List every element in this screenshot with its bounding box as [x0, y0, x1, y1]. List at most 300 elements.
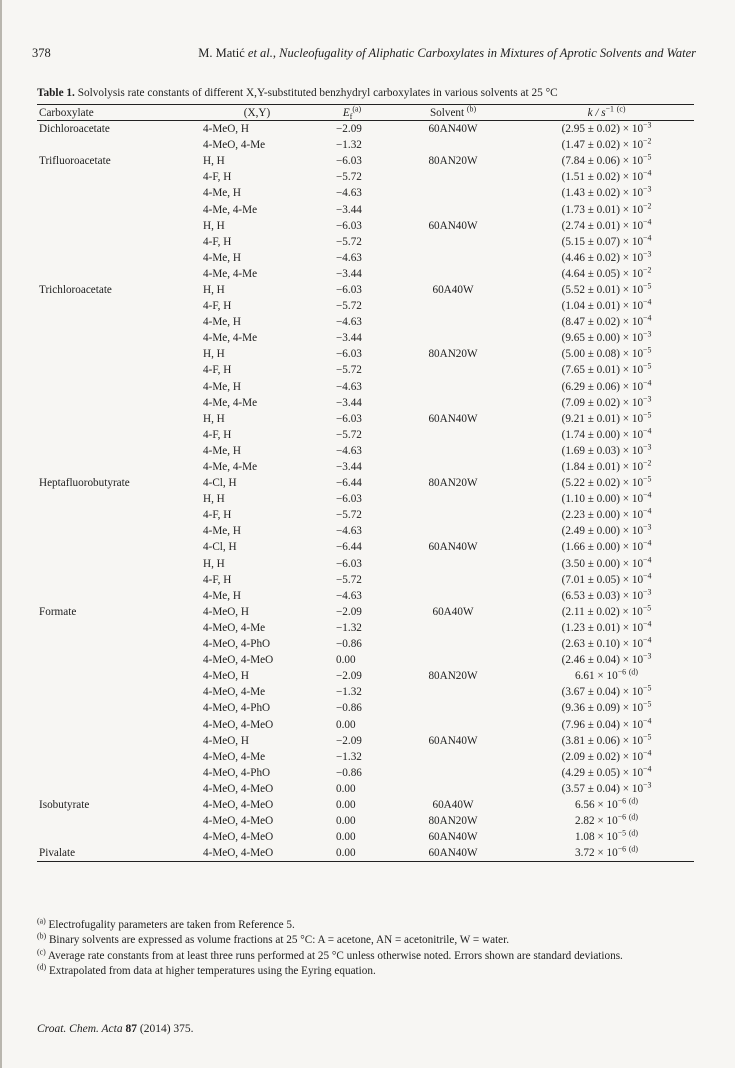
rate-exponent: −5 — [643, 361, 652, 371]
cell-carboxylate: Dichloroacetate — [39, 123, 110, 136]
cell-carboxylate: Trichloroacetate — [39, 283, 112, 296]
cell-solvent: 60AN40W — [428, 734, 478, 747]
cell-rate-constant — [519, 169, 694, 185]
rate-exponent: −2 — [643, 458, 652, 468]
cell-electrofugality: −1.32 — [336, 686, 362, 699]
footnote-mark: (c) — [37, 947, 46, 957]
cell-rate-constant — [519, 411, 694, 427]
rate-exponent: −5 — [643, 345, 652, 355]
table-row — [37, 668, 694, 684]
cell-substituents: 4-F, H — [203, 171, 232, 184]
cell-carboxylate — [37, 459, 197, 475]
cell-electrofugality: −6.03 — [336, 557, 362, 570]
cell-substituents: 4-Me, H — [203, 380, 241, 393]
cell-electrofugality: −4.63 — [336, 444, 362, 457]
cell-solvent — [387, 169, 519, 185]
cell-electrofugality: −3.44 — [336, 396, 362, 409]
rate-mantissa: (1.43 ± 0.02) × 10 — [561, 187, 644, 200]
cell-solvent — [387, 765, 519, 781]
footnote-text: Electrofugality parameters are taken from Reference 5. — [48, 919, 295, 931]
cell-substituents: 4-MeO, 4-Me — [203, 686, 266, 699]
rate-exponent: −3 — [643, 587, 652, 597]
rate-mantissa: (9.36 ± 0.09) × 10 — [561, 702, 644, 715]
cell-solvent — [387, 266, 519, 282]
cell-solvent: 60AN40W — [428, 123, 478, 136]
cell-rate-constant — [519, 668, 694, 684]
cell-electrofugality: −3.44 — [336, 461, 362, 474]
cell-electrofugality: −6.03 — [336, 219, 362, 232]
cell-electrofugality: 0.00 — [336, 798, 356, 811]
rate-exponent: −4 — [643, 313, 652, 323]
cell-solvent — [387, 684, 519, 700]
table-row — [37, 475, 694, 491]
rate-exponent: −3 — [643, 522, 652, 532]
table-row — [37, 282, 694, 298]
header-article-title: Nucleofugality of Aliphatic Carboxylates in Mixtures of Aprotic Solvents and Water — [279, 46, 696, 60]
cell-carboxylate — [37, 379, 197, 395]
table-row — [37, 652, 694, 668]
cell-solvent: 60A40W — [432, 283, 474, 296]
cell-rate-constant — [519, 491, 694, 507]
table-row — [37, 797, 694, 813]
header-k-note: (c) — [616, 103, 626, 113]
table-row — [37, 684, 694, 700]
cell-carboxylate: Isobutyrate — [39, 798, 90, 811]
table-row — [37, 604, 694, 620]
cell-electrofugality: −4.63 — [336, 589, 362, 602]
header-ef-symbol: E — [342, 106, 350, 119]
cell-rate-constant — [519, 250, 694, 266]
cell-solvent — [387, 636, 519, 652]
cell-carboxylate — [37, 700, 197, 716]
rate-mantissa: (2.23 ± 0.00) × 10 — [561, 509, 644, 522]
cell-substituents: 4-Cl, H — [203, 541, 237, 554]
rate-mantissa: (3.50 ± 0.00) × 10 — [561, 557, 644, 570]
rate-exponent: −4 — [643, 538, 652, 548]
cell-electrofugality: −2.09 — [336, 123, 362, 136]
rate-exponent: −5 — [643, 474, 652, 484]
cell-substituents: 4-F, H — [203, 364, 232, 377]
table-caption-label: Table 1. — [37, 87, 75, 99]
cell-solvent — [387, 556, 519, 572]
footnote-mark: (d) — [37, 962, 47, 972]
cell-rate-constant — [519, 620, 694, 636]
cell-carboxylate: Heptafluorobutyrate — [39, 477, 130, 490]
cell-carboxylate — [37, 507, 197, 523]
rate-exponent: −6 — [617, 844, 627, 854]
rate-exponent: −3 — [643, 249, 652, 259]
rate-exponent: −4 — [643, 619, 652, 629]
cell-carboxylate — [37, 733, 197, 749]
header-solvent-note: (b) — [466, 103, 477, 113]
cell-rate-constant — [519, 716, 694, 732]
rate-mantissa: (5.15 ± 0.07) × 10 — [561, 235, 644, 248]
cell-carboxylate — [37, 636, 197, 652]
table-row — [37, 330, 694, 346]
cell-substituents: 4-F, H — [203, 428, 232, 441]
cell-solvent — [387, 201, 519, 217]
rate-mantissa: (1.74 ± 0.00) × 10 — [561, 428, 644, 441]
cell-electrofugality: −4.63 — [336, 316, 362, 329]
cell-carboxylate — [37, 684, 197, 700]
table-row — [37, 507, 694, 523]
rate-mantissa: (2.63 ± 0.10) × 10 — [561, 638, 644, 651]
cell-carboxylate — [37, 620, 197, 636]
cell-substituents: 4-F, H — [203, 300, 232, 313]
footnote — [37, 918, 697, 933]
cell-carboxylate — [37, 556, 197, 572]
table-row — [37, 813, 694, 829]
rate-exponent: −4 — [643, 635, 652, 645]
cell-solvent — [387, 781, 519, 797]
cell-rate-constant — [519, 700, 694, 716]
cell-solvent: 80AN20W — [428, 477, 478, 490]
cell-carboxylate — [37, 346, 197, 362]
rate-mantissa: (2.95 ± 0.02) × 10 — [561, 123, 644, 136]
table-row — [37, 523, 694, 539]
cell-rate-constant — [519, 443, 694, 459]
table-row — [37, 749, 694, 765]
cell-rate-constant — [519, 813, 694, 829]
footnote-mark: (a) — [37, 916, 46, 926]
cell-rate-constant — [519, 556, 694, 572]
rate-mantissa: 6.56 × 10 — [575, 798, 618, 811]
cell-solvent: 80AN20W — [428, 815, 478, 828]
cell-rate-constant — [519, 523, 694, 539]
rate-exponent: −4 — [643, 426, 652, 436]
table-row — [37, 539, 694, 555]
rate-note: (d) — [628, 796, 638, 806]
cell-carboxylate — [37, 218, 197, 234]
cell-electrofugality: 0.00 — [336, 654, 356, 667]
cell-substituents: 4-MeO, H — [203, 734, 249, 747]
cell-carboxylate: Pivalate — [37, 845, 197, 862]
cell-solvent — [387, 459, 519, 475]
rate-mantissa: (1.47 ± 0.02) × 10 — [561, 139, 644, 152]
table-row — [37, 201, 694, 217]
rate-mantissa: (1.73 ± 0.01) × 10 — [561, 203, 644, 216]
cell-rate-constant — [519, 539, 694, 555]
table-row — [37, 121, 694, 138]
table-row — [37, 443, 694, 459]
rate-exponent: −2 — [643, 265, 652, 275]
table-row — [37, 781, 694, 797]
cell-carboxylate — [37, 185, 197, 201]
rate-exponent: −3 — [643, 184, 652, 194]
rate-exponent: −5 — [643, 281, 652, 291]
header-k-exp: −1 — [605, 103, 614, 113]
rate-exponent: −6 — [617, 667, 627, 677]
header-solvent-label: Solvent — [429, 106, 465, 119]
cell-carboxylate — [37, 234, 197, 250]
footnote-text: Extrapolated from data at higher temperatures using the Eyring equation. — [48, 965, 376, 978]
rate-exponent: −5 — [643, 699, 652, 709]
table-caption — [37, 87, 697, 99]
cell-rate-constant — [519, 379, 694, 395]
cell-electrofugality: −6.03 — [336, 155, 362, 168]
cell-carboxylate — [37, 749, 197, 765]
cell-electrofugality: −6.44 — [336, 477, 362, 490]
cell-substituents: H, H — [203, 348, 225, 361]
cell-substituents: 4-MeO, 4-MeO — [203, 718, 274, 731]
header-ef-note: (a) — [352, 103, 362, 113]
cell-substituents: H, H — [203, 155, 225, 168]
table-body — [37, 121, 694, 862]
cell-solvent: 60AN40W — [387, 845, 519, 862]
rate-exponent: −3 — [643, 442, 652, 452]
cell-electrofugality: −4.63 — [336, 525, 362, 538]
cell-electrofugality: 0.00 — [336, 815, 356, 828]
rate-mantissa: 2.82 × 10 — [575, 815, 618, 828]
cell-substituents: 4-F, H — [203, 235, 232, 248]
table-row — [37, 153, 694, 169]
rate-mantissa: (5.52 ± 0.01) × 10 — [561, 283, 644, 296]
cell-substituents: 4-MeO, 4-PhO — [203, 766, 271, 779]
table-row — [37, 765, 694, 781]
cell-electrofugality: −5.72 — [336, 364, 362, 377]
rate-exponent: −4 — [643, 490, 652, 500]
cell-carboxylate — [37, 829, 197, 845]
page-number: 378 — [32, 46, 51, 60]
header-k — [519, 105, 694, 121]
rate-note: (d) — [628, 667, 638, 677]
cell-carboxylate — [37, 716, 197, 732]
cell-electrofugality: −3.44 — [336, 203, 362, 216]
cell-substituents: 4-Me, H — [203, 187, 241, 200]
footnote — [37, 933, 697, 948]
rate-mantissa: (1.10 ± 0.00) × 10 — [561, 493, 644, 506]
cell-rate-constant — [519, 765, 694, 781]
cell-rate-constant — [519, 652, 694, 668]
cell-substituents: 4-MeO, 4-MeO — [203, 815, 274, 828]
cell-electrofugality: −5.72 — [336, 235, 362, 248]
table-row — [37, 459, 694, 475]
cell-solvent — [387, 137, 519, 153]
cell-solvent — [387, 588, 519, 604]
cell-solvent — [387, 700, 519, 716]
rate-mantissa: (2.46 ± 0.04) × 10 — [561, 654, 644, 667]
cell-carboxylate — [37, 443, 197, 459]
header-carboxylate: Carboxylate — [37, 105, 197, 121]
footnote — [37, 949, 697, 964]
cell-electrofugality: −5.72 — [336, 509, 362, 522]
cell-rate-constant — [519, 829, 694, 845]
table-row — [37, 411, 694, 427]
rate-exponent: −6 — [617, 812, 627, 822]
table-row — [37, 137, 694, 153]
cell-electrofugality: −1.32 — [336, 750, 362, 763]
cell-solvent: 80AN20W — [428, 670, 478, 683]
rate-mantissa: (1.23 ± 0.01) × 10 — [561, 621, 644, 634]
rate-exponent: −4 — [643, 506, 652, 516]
cell-carboxylate — [37, 201, 197, 217]
cell-substituents: 4-MeO, 4-Me — [203, 750, 266, 763]
cell-carboxylate — [37, 523, 197, 539]
cell-rate-constant — [519, 572, 694, 588]
table-row — [37, 379, 694, 395]
cell-substituents: 4-MeO, 4-MeO — [197, 845, 317, 862]
cell-carboxylate — [37, 314, 197, 330]
rate-exponent: −4 — [643, 168, 652, 178]
rate-mantissa: (9.65 ± 0.00) × 10 — [561, 332, 644, 345]
cell-substituents: 4-MeO, 4-MeO — [203, 654, 274, 667]
cell-substituents: 4-MeO, 4-MeO — [203, 798, 274, 811]
cell-rate-constant — [519, 845, 694, 862]
cell-solvent — [387, 362, 519, 378]
rate-exponent: −4 — [643, 297, 652, 307]
cell-substituents: H, H — [203, 219, 225, 232]
cell-electrofugality: −1.32 — [336, 621, 362, 634]
table-row — [37, 556, 694, 572]
cell-rate-constant — [519, 362, 694, 378]
cell-substituents: 4-Me, H — [203, 589, 241, 602]
cell-rate-constant — [519, 636, 694, 652]
cell-substituents: 4-MeO, H — [203, 670, 249, 683]
footnote-text: Binary solvents are expressed as volume fractions at 25 °C: A = acetone, AN = acetonitrile, W = water. — [48, 934, 510, 947]
cell-substituents: 4-MeO, 4-Me — [203, 139, 266, 152]
table-row — [37, 298, 694, 314]
cell-solvent — [387, 330, 519, 346]
cell-electrofugality: −0.86 — [336, 702, 362, 715]
header-etal: et al. — [247, 46, 273, 60]
rate-mantissa: (4.46 ± 0.02) × 10 — [561, 251, 644, 264]
cell-substituents: H, H — [203, 557, 225, 570]
table-row — [37, 250, 694, 266]
cell-rate-constant — [519, 346, 694, 362]
rate-note: (d) — [628, 844, 638, 854]
cell-solvent — [387, 507, 519, 523]
rate-exponent: −4 — [643, 715, 652, 725]
rate-exponent: −4 — [643, 377, 652, 387]
cell-rate-constant — [519, 749, 694, 765]
cell-electrofugality: −6.03 — [336, 348, 362, 361]
cell-rate-constant — [519, 330, 694, 346]
footer-year-page: (2014) 375. — [139, 1023, 194, 1035]
cell-rate-constant — [519, 153, 694, 169]
rate-exponent: −4 — [643, 747, 652, 757]
cell-substituents: 4-Me, H — [203, 444, 241, 457]
rate-exponent: −5 — [643, 683, 652, 693]
cell-substituents: 4-Cl, H — [203, 477, 237, 490]
cell-carboxylate — [37, 266, 197, 282]
cell-electrofugality: −5.72 — [336, 573, 362, 586]
cell-carboxylate — [37, 668, 197, 684]
rate-mantissa: (1.69 ± 0.03) × 10 — [561, 444, 644, 457]
cell-substituents: 4-Me, H — [203, 316, 241, 329]
rate-exponent: −4 — [643, 216, 652, 226]
cell-solvent: 60AN40W — [428, 412, 478, 425]
rate-exponent: −6 — [617, 796, 627, 806]
cell-carboxylate — [37, 539, 197, 555]
cell-electrofugality: −1.32 — [336, 139, 362, 152]
cell-solvent — [387, 749, 519, 765]
cell-electrofugality: 0.00 — [336, 831, 356, 844]
running-title: M. Matić et al., Nucleofugality of Aliphatic Carboxylates in Mixtures of Aprotic Solvents and Water — [198, 46, 696, 60]
cell-substituents: H, H — [203, 412, 225, 425]
rate-mantissa: (3.67 ± 0.04) × 10 — [561, 686, 644, 699]
table-row — [37, 588, 694, 604]
rate-mantissa: 1.08 × 10 — [575, 831, 618, 844]
cell-solvent — [387, 395, 519, 411]
cell-substituents: 4-MeO, 4-PhO — [203, 638, 271, 651]
rate-mantissa: (1.84 ± 0.01) × 10 — [561, 461, 644, 474]
rate-mantissa: (6.53 ± 0.03) × 10 — [561, 589, 644, 602]
cell-solvent: 80AN20W — [428, 348, 478, 361]
rate-exponent: −2 — [643, 136, 652, 146]
cell-electrofugality: −3.44 — [336, 332, 362, 345]
page-edge-shadow — [0, 0, 2, 1068]
cell-carboxylate — [37, 250, 197, 266]
cell-solvent — [387, 523, 519, 539]
cell-carboxylate — [37, 781, 197, 797]
cell-electrofugality: −6.03 — [336, 412, 362, 425]
rate-mantissa: (8.47 ± 0.02) × 10 — [561, 316, 644, 329]
cell-electrofugality: 0.00 — [336, 782, 356, 795]
cell-carboxylate — [37, 411, 197, 427]
cell-carboxylate — [37, 491, 197, 507]
table-caption-text: Solvolysis rate constants of different X,Y-substituted benzhydryl carboxylates in various solvents at 25 °C — [77, 87, 558, 99]
cell-electrofugality: −5.72 — [336, 171, 362, 184]
cell-solvent — [387, 185, 519, 201]
cell-solvent: 60AN40W — [428, 219, 478, 232]
cell-electrofugality: −5.72 — [336, 300, 362, 313]
rate-exponent: −3 — [643, 329, 652, 339]
table-row — [37, 362, 694, 378]
rate-exponent: −3 — [643, 780, 652, 790]
table-header-row — [37, 105, 694, 121]
cell-carboxylate — [37, 572, 197, 588]
cell-carboxylate — [37, 813, 197, 829]
cell-substituents: 4-Me, H — [203, 525, 241, 538]
rate-mantissa: (7.09 ± 0.02) × 10 — [561, 396, 644, 409]
journal-footer — [37, 1023, 194, 1035]
cell-rate-constant — [519, 475, 694, 491]
cell-rate-constant — [519, 459, 694, 475]
cell-electrofugality: −4.63 — [336, 380, 362, 393]
cell-rate-constant — [519, 121, 694, 138]
cell-substituents: 4-Me, 4-Me — [203, 332, 258, 345]
cell-substituents: 4-Me, 4-Me — [203, 267, 258, 280]
rate-mantissa: (7.65 ± 0.01) × 10 — [561, 364, 644, 377]
rate-mantissa: (1.04 ± 0.01) × 10 — [561, 300, 644, 313]
cell-rate-constant — [519, 507, 694, 523]
cell-rate-constant — [519, 797, 694, 813]
table-row — [37, 572, 694, 588]
cell-electrofugality: 0.00 — [336, 718, 356, 731]
rate-exponent: −3 — [643, 393, 652, 403]
table-row — [37, 185, 694, 201]
cell-electrofugality: −3.44 — [336, 267, 362, 280]
cell-substituents: 4-MeO, 4-Me — [203, 621, 266, 634]
cell-rate-constant — [519, 137, 694, 153]
cell-solvent — [387, 443, 519, 459]
cell-solvent — [387, 491, 519, 507]
cell-carboxylate — [37, 362, 197, 378]
cell-rate-constant — [519, 395, 694, 411]
rate-note: (d) — [628, 812, 638, 822]
cell-carboxylate — [37, 652, 197, 668]
rate-exponent: −5 — [643, 152, 652, 162]
cell-solvent: 80AN20W — [428, 155, 478, 168]
cell-carboxylate — [37, 169, 197, 185]
table-row — [37, 427, 694, 443]
rate-exponent: −5 — [643, 410, 652, 419]
cell-electrofugality: −2.09 — [336, 734, 362, 747]
table-footnotes — [37, 918, 697, 980]
cell-solvent — [387, 379, 519, 395]
footer-journal: Croat. Chem. Acta — [37, 1023, 123, 1035]
cell-solvent — [387, 652, 519, 668]
